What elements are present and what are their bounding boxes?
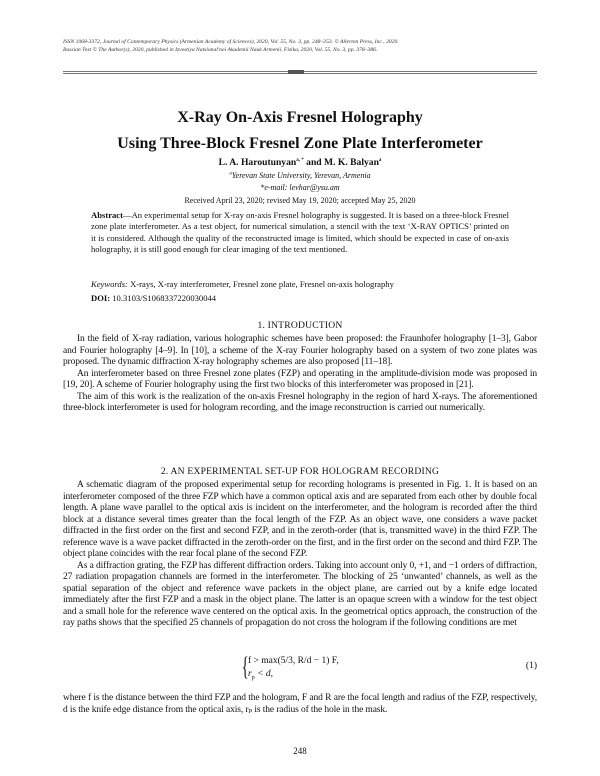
doi-label: DOI: xyxy=(91,293,111,303)
received-dates: Received April 23, 2020; revised May 19, 2020; accepted May 25, 2020 xyxy=(184,196,416,205)
paper-title xyxy=(0,105,600,157)
doi xyxy=(91,293,216,303)
abstract xyxy=(91,210,509,255)
author-2: and M. K. Balyan xyxy=(303,157,379,168)
title-line-2: Using Three-Block Fresnel Zone Plate Interferometer xyxy=(117,135,483,152)
paragraph: As a diffraction grating, the FZP has different diffraction orders. Taking into account only 0, +1, and −1 orders of diffraction, 27 radiation propagation channels are formed in the interferometer. The blocking of 25 ‘unwanted’ channels, as well as the spatial separation of the object and reference wave packets in the object plane, are carried out by a knife edge located immediately after the first FZP and a mask in the object plane. The latter is an opaque screen with a window for the test object and a small hole for the reference wave centered on the optical axis. In the geometrical optics approach, the construction of the ray paths shows that the specified 25 channels of propagation do not cross the hologram if the following conditions are met xyxy=(63,560,537,628)
doi-link[interactable]: 10.3103/S1068337220030044 xyxy=(110,293,217,303)
abstract-label: Abstract xyxy=(91,210,123,220)
paragraph: The aim of this work is the realization of the on-axis Fresnel holography in the region of hard X-rays. The aforementioned three-block interferometer is used for hologram recording, and the image reconstruction is carried out numerically. xyxy=(63,391,537,413)
equation-line-1: f > max(5/3, R/d − 1) F, xyxy=(248,656,339,666)
paragraph: An interferometer based on three Fresnel zone plates (FZP) and operating in the amplitude-division mode was proposed in [19, 20]. A scheme of Fourier holography using the first two blocks of this interferometer was proposed in [21]. xyxy=(63,368,537,390)
eq-rest: < d, xyxy=(254,669,273,679)
affiliation-sup: a xyxy=(229,171,232,177)
equation-line-2 xyxy=(248,668,339,685)
keywords-text: X-rays, X-ray interferometer, Fresnel zone plate, Fresnel on-axis holography xyxy=(127,279,394,289)
author-1: L. A. Haroutunyan xyxy=(218,157,297,168)
page-number: 248 xyxy=(293,746,307,756)
email: *e-mail: levhar@ysu.am xyxy=(260,183,340,192)
author-1-sup: a, * xyxy=(296,157,304,163)
section-setup-body xyxy=(63,480,537,630)
section-heading-introduction: 1. INTRODUCTION xyxy=(257,320,343,331)
after-equation-text xyxy=(63,693,537,716)
title-line-1: X-Ray On-Axis Fresnel Holography xyxy=(177,109,423,126)
abstract-text: —An experimental setup for X-ray on-axis Fresnel holography is suggested. It is based on a three-block Fresnel zone plate interferometer. As a test object, for numerical simulation, a stencil with the text ‘X-RAY OPTICS’ printed on it is considered. Although the quality of the reconstructed image is limited, which should be expected in case of on-axis holography, it is still good enough for clear imaging of the text mentioned. xyxy=(91,210,509,254)
paragraph: A schematic diagram of the proposed experimental setup for recording holograms is presented in Fig. 1. It is based on an interferometer composed of the three FZP which have a common optical axis and are separated from each other by double focal length. A plane wave parallel to the optical axis is incident on the interferometer, and the hologram is recorded after the third block at a distance several times greater than the focal length of the FZP. As an object wave, one considers a wave packet diffracted in the first order on the first and second FZP, and in the zeroth-order (that is, transmitted wave) in the third FZP. The reference wave is a wave packet diffracted in the zeroth-order on the first, and in the first order on the second and third FZP. The object plane coincides with the rear focal plane of the second FZP. xyxy=(63,480,537,559)
equation-brace: { xyxy=(241,652,249,681)
eq-sub: p xyxy=(251,674,255,681)
affiliation xyxy=(0,171,600,180)
equation-1 xyxy=(241,652,339,685)
keywords-label: Keywords: xyxy=(91,279,128,289)
paragraph: where f is the distance between the third FZP and the hologram, F and R are the focal length and radius of the FZP, respectively, d is the knife edge distance from the optical axis, rₚ is the radius of the hole in the mask. xyxy=(63,693,537,715)
paragraph: In the field of X-ray radiation, various holographic schemes have been proposed: the Fraunhofer holography [1–3], Gabor and Fourier holography [4–9]. In [10], a scheme of the X-ray Fourier holography based on a system of two zone plates was proposed. The dynamic diffraction X-ray holography schemes are also proposed [11–18]. xyxy=(63,334,537,367)
section-introduction-body xyxy=(63,334,537,415)
affiliation-text: Yerevan State University, Yerevan, Armenia xyxy=(231,171,371,180)
header-line-2: Russian Text © The Author(s), 2020, published in Izvestiya Natsional'noi Akademii Nauk Armenii, Fizika, 2020, Vol. 55, No. 3, pp. 378–386. xyxy=(63,47,378,53)
author-2-sup: a xyxy=(378,157,382,163)
header-rule-mark xyxy=(288,70,304,74)
equation-number: (1) xyxy=(525,661,537,671)
section-heading-setup: 2. AN EXPERIMENTAL SET-UP FOR HOLOGRAM RECORDING xyxy=(160,466,440,477)
header-line-1: ISSN 1068-3372, Journal of Contemporary Physics (Armenian Academy of Sciences), 2020, Vol. 55, No. 3, pp. 248–253. © Allerton Press, Inc., 2020. xyxy=(63,39,399,45)
journal-header xyxy=(63,38,399,54)
eq-var: r xyxy=(248,669,252,679)
keywords xyxy=(91,279,394,289)
authors xyxy=(0,157,600,168)
